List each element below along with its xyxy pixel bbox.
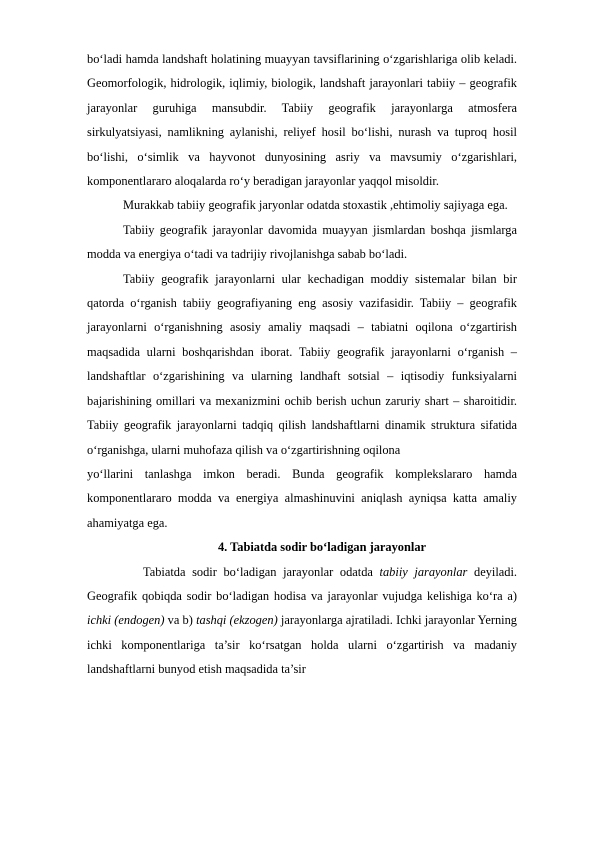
paragraph-matter-energy: Tabiiy geografik jarayonlar davomida muayyan jismlardan boshqa jismlarga modda va energiya o‘tadi va tadrijiy rivojlanishga sabab bo‘ladi.: [87, 222, 517, 262]
text-run: deyiladi. Geografik qobiqda sodir bo‘ladigan hodisa va jarayonlar vujudga kelishiga ko‘ra a): [87, 564, 518, 603]
paragraph-processes-intro: bo‘ladi hamda landshaft holatining muayyan tavsiflarining o‘zgarishlariga olib keladi. Geomorfologik, hidrologik, iqlimiy, biologik, landshaft jarayonlari tabiiy – geografik jarayonlar guruhiga mansubdir. Tabiiy geografik jarayonlarga atmosfera sirkulyatsiyasi, namlikning aylanishi, reliyef hosil bo‘lishi, nurash va tuproq hosil bo‘lishi, o‘simlik va hayvonot dunyosining asriy va mavsumiy o‘zgarishlari, komponentlararo aloqalarda ro‘y beradigan jarayonlar yaqqol misoldir.: [87, 52, 517, 189]
italic-term-endogen: ichki (endogen): [87, 613, 165, 628]
italic-term-natural-processes: tabiiy jarayonlar: [379, 564, 468, 579]
text-run: Tabiatda sodir bo‘ladigan jarayonlar odatda: [143, 564, 380, 579]
italic-term-ekzogen: tashqi (ekzogen): [196, 613, 278, 628]
text-run: va b): [164, 613, 197, 628]
section-heading: 4. Tabiatda sodir bo‘ladigan jarayonlar: [217, 540, 427, 555]
paragraph-natural-processes: [87, 560, 517, 682]
paragraph-stochastic: Murakkab tabiiy geografik jaryonlar odatda stoxastik ,ehtimoliy sajiyaga ega.: [123, 198, 508, 213]
text-run: jarayonlarga ajratiladi. Ichki jarayonlar Yerning ichki komponentlariga ta’sir ko‘rsatgan holda ularni o‘zgartirish va madaniy landshaftlarni bunyod etish maqsadida ta’sir: [87, 613, 518, 677]
paragraph-exchange: yo‘llarini tanlashga imkon beradi. Bunda geografik komplekslararo hamda komponentlararo modda va energiya almashinuvini aniqlash ayniqsa katta amaliy ahamiyatga ega.: [87, 466, 517, 530]
document-page: [87, 47, 517, 682]
paragraph-study-goals: Tabiiy geografik jarayonlarni ular kechadigan moddiy sistemalar bilan bir qatorda o‘rganish tabiiy geografiyaning eng asosiy vazifasidir. Tabiiy – geografik jarayonlarni o‘rganishning asosiy amaliy maqsadi – tabiatni oqilona o‘zgartirish maqsadida ularni boshqarishdan iborat. Tabiiy geografik jarayonlarni o‘rganish – landshaftlar o‘zgarishining va ularning landhaft sotsial – iqtisodiy funksiyalarni bajarishining omillari va mexanizmini ochib berish uchun zaruriy shart – sharoitidir. Tabiiy geografik jarayonlarni tadqiq qilish landshaftlarni dinamik struktura sifatida o‘rganishga, ularni muhofaza qilish va o‘zgartirishning oqilona: [87, 271, 517, 457]
